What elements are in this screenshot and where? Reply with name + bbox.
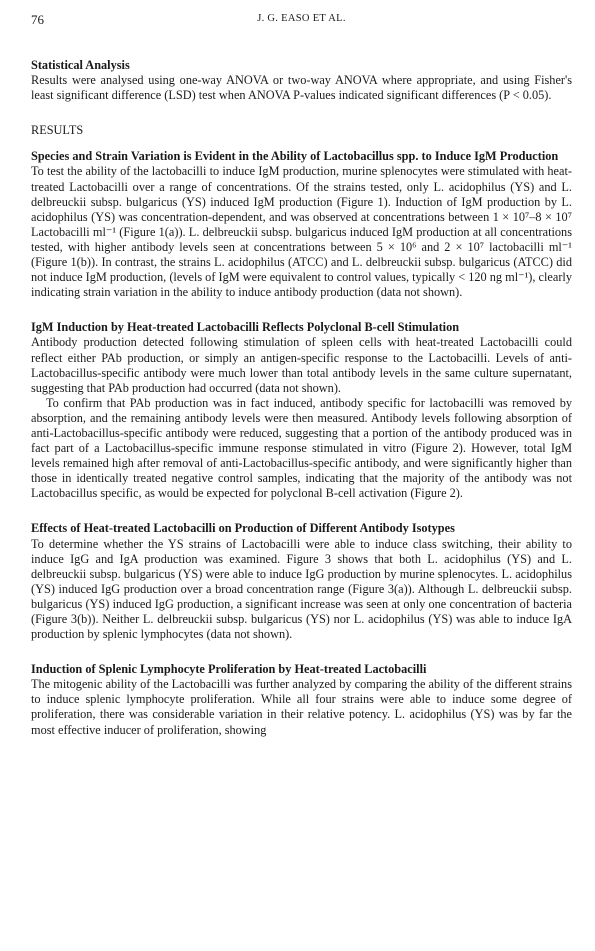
igm-induction-section: [31, 320, 572, 501]
proliferation-text: The mitogenic ability of the Lactobacilli was further analyzed by comparing the ability of the different strains to induce splenic lymphocyte proliferation. While all four strains were able to induce some degree of proliferation, there was considerable variation in their relative potency. L. acidophilus (YS) was by far the most effective inducer of proliferation, showing: [31, 677, 572, 737]
journal-page: [31, 12, 572, 738]
statistical-analysis-text: Results were analysed using one-way ANOVA or two-way ANOVA where appropriate, and using Fisher's least significant difference (LSD) test when ANOVA P-values indicated significant differences (P < 0.05).: [31, 73, 572, 103]
igm-induction-heading: IgM Induction by Heat-treated Lactobacilli Reflects Polyclonal B-cell Stimulation: [31, 320, 460, 335]
proliferation-section: [31, 662, 572, 737]
isotypes-text: To determine whether the YS strains of Lactobacilli were able to induce class switching, their ability to induce IgG and IgA production was examined. Figure 3 shows that both L. acidophilus (YS) and L. delbreuckii subsp. bulgaricus (YS) were able to induce IgG production by murine splenocytes. L. acidophilus (YS) induced IgG production over a broad concentration range (Figure 3(a)). Although L. delbreuckii subsp. bulgaricus (YS) induced IgG production, a significant increase was seen at only one concentration of bacteria (Figure 3(b)). Neither L. delbreuckii subsp. bulgaricus (YS) nor L. acidophilus (YS) was able to induce IgA production by splenic lymphocytes (data not shown).: [31, 536, 572, 642]
proliferation-heading: Induction of Splenic Lymphocyte Proliferation by Heat-treated Lactobacilli: [31, 662, 427, 677]
isotypes-heading: Effects of Heat-treated Lactobacilli on Production of Different Antibody Isotypes: [31, 521, 455, 536]
page-number: 76: [31, 12, 44, 27]
statistical-analysis-section: [31, 58, 572, 103]
isotypes-section: [31, 521, 572, 642]
igm-induction-paragraph-1: Antibody production detected following stimulation of spleen cells with heat-treated Lactobacilli could reflect either PAb production, or simply an antigen-specific response to the Lactobacilli. Levels of anti-Lactobacillus-specific antibody were much lower than total antibody levels in the same culture supernatant, suggesting that PAb production had occurred (data not shown).: [31, 335, 572, 395]
species-strain-text: To test the ability of the lactobacilli to induce IgM production, murine splenocytes were stimulated with heat-treated Lactobacilli over a range of concentrations. Of the strains tested, only L. acidophilus (YS) and L. delbreuckii subsp. bulgaricus (YS) induced IgM production (Figure 1). Induction of IgM production by L. acidophilus (YS) was concentration-dependent, and was observed at concentrations between 1 × 10⁷–8 × 10⁷ Lactobacilli ml⁻¹ (Figure 1(a)). L. delbreuckii subsp. bulgaricus induced IgM production at all concentrations tested, with higher antibody levels seen at concentrations between 5 × 10⁶ and 2 × 10⁷ lactobacilli ml⁻¹ (Figure 1(b)). In contrast, the strains L. acidophilus (ATCC) and L. delbreuckii subsp. bulgaricus (ATCC) did not induce IgM production, (levels of IgM were equivalent to control values, typically < 120 ng ml⁻¹), clearly indicating strain variation in the ability to induce antibody production (data not shown).: [31, 164, 572, 300]
species-strain-section: [31, 149, 572, 300]
statistical-analysis-heading: Statistical Analysis: [31, 58, 130, 72]
results-heading: RESULTS: [31, 123, 84, 138]
igm-induction-paragraph-2: To confirm that PAb production was in fact induced, antibody specific for lactobacilli was removed by absorption, and the remaining antibody levels were then measured. Antibody levels following absorption of anti-Lactobacillus-specific antibody were reduced, suggesting that a portion of the antibody produced was in fact part of a Lactobacillus-specific immune response stimulated in vitro (Figure 2). However, total IgM levels remained high after removal of anti-Lactobacillus-specific antibody, and were significantly higher than those in identically treated negative control samples, indicating that the majority of the antibody was not Lactobacillus specific, as would be expected for polyclonal B-cell activation (Figure 2).: [31, 395, 572, 501]
species-strain-heading: Species and Strain Variation is Evident in the Ability of Lactobacillus spp. to Induce IgM Production: [31, 149, 559, 164]
running-head: J. G. EASO ET AL.: [257, 13, 346, 24]
page-header: [31, 12, 572, 28]
